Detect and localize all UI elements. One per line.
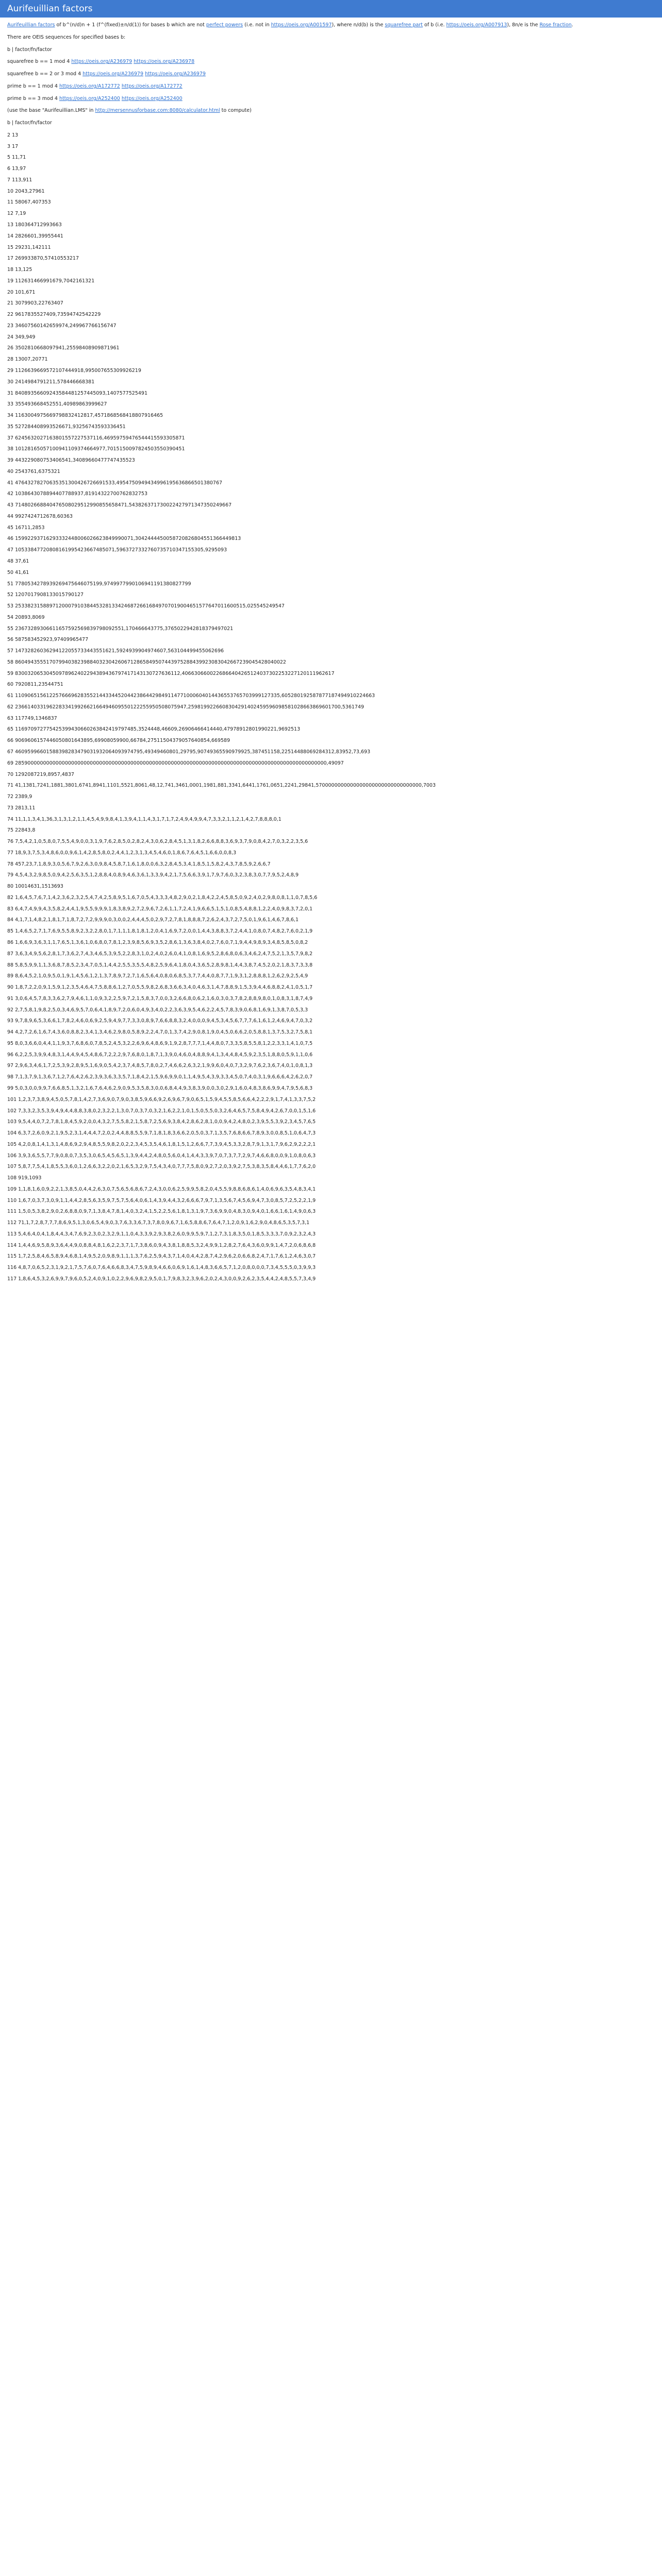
factor-line: 103 9,5,4,4,0,7,2,7,8,1,8,4,5,9,2,0,0,4,3,2,7,5,5,8,2,1,5,8,7,2,5,6,9,3,8,4,2,8,6,2,8,1,0,0,9,4,2,4,8,0,2,3,9,5,5,3,9,2,3,4,5,7,6,5 (7, 1119, 316, 1125)
intro-text: ), 8n/e is the (507, 22, 540, 28)
rose-fraction-link[interactable]: Rose fraction (539, 22, 572, 28)
oeis-link[interactable]: https://oeis.org/A236979 (145, 71, 206, 77)
factor-line: 59 83003206530450978962402294389436797417143130727636112,4066306600226866404265124037302253227120111962617 (7, 670, 335, 676)
factor-line: 72 2389,9 (7, 794, 32, 800)
factor-line: 99 5,0,3,0,0,9,9,7,6,6,8,5,1,3,2,1,6,7,6,4,6,2,9,0,9,5,3,5,8,3,0,0,6,8,4,4,9,3,8,3,9,0,0,3,0,2,9,1,6,0,4,8,3,8,6,9,9,4,7,9,5,6,8,3 (7, 1085, 313, 1091)
factor-line: 82 1,6,4,5,7,6,7,1,4,2,3,6,2,3,2,5,4,7,4,2,5,8,9,5,1,6,7,0,5,4,3,3,3,4,8,2,9,0,2,1,8,4,2,2,4,5,8,5,0,9,2,4,0,2,9,8,0,8,1,1,0,7,8,5,6 (7, 894, 318, 901)
calculator-link[interactable]: http://mersennusforbase.com:8080/calculator.html (95, 108, 220, 114)
factor-line: 41 47643278270635351300426726691533,4954750949434996195636866501380767 (7, 480, 223, 486)
factor-line: 52 1207017908133015790127 (7, 592, 84, 598)
factor-line: 42 1038643078894407788937,81914322700762832753 (7, 491, 147, 497)
factor-line: 107 5,8,7,7,5,4,1,8,5,5,3,6,0,1,2,6,6,3,2,2,0,2,1,6,5,3,2,9,7,5,4,3,4,0,7,7,7,5,8,0,9,2,7,2,0,3,9,2,7,5,3,8,3,5,8,4,4,6,1,7,7,6,2,0 (7, 1164, 316, 1170)
factor-line: 58 860494355517079940382398840323042606712865849507443975288439923083042667239045428040022 (7, 659, 286, 665)
factor-line: 31 84089356609243584481257445093,1407577525491 (7, 390, 147, 396)
factor-line: 61 1109065156122576669628355214433445204423864429849114771000604014436553765703999127335,605280192587877187494910224663 (7, 693, 375, 699)
factor-line: 53 25338231588971200079103844532813342468726616849707019004651577647011600515,025545249547 (7, 603, 285, 609)
table-heading: b | factor/fn/factor (7, 120, 52, 126)
factor-line: 19 112631466991679,7042161321 (7, 278, 95, 284)
factor-line: 91 3,0,6,4,5,7,8,3,3,6,2,7,9,4,6,1,1,0,9,3,2,2,5,9,7,2,1,5,8,3,7,0,0,3,2,6,6,8,0,6,2,1,6,0,3,0,3,7,8,2,8,8,9,8,0,1,0,8,3,1,8,7,4,9 (7, 995, 313, 1002)
factor-line: 34 1163004975669798832412817,4571868568418807916465 (7, 413, 163, 419)
intro-section (7, 22, 655, 127)
oeis-link[interactable]: https://oeis.org/A172772 (121, 83, 183, 89)
factor-line: 38 10128165057100941109374664977,7015150097824503550390451 (7, 446, 185, 452)
factor-line: 12 7,19 (7, 211, 26, 217)
factor-line: 50 41,61 (7, 569, 29, 575)
factor-line: 75 22843,8 (7, 827, 36, 834)
factor-line: 89 8,6,4,5,2,1,0,9,5,0,1,9,1,4,5,6,1,2,1,3,7,8,9,7,2,7,1,6,5,6,4,0,8,0,6,8,5,3,7,7,4,4,0,8,7,7,1,9,3,1,2,8,8,8,1,2,6,2,9,2,5,4,9 (7, 973, 308, 979)
factor-line: 47 10533847720808161995423667485071,5963727332760735710347155305,9295093 (7, 547, 227, 553)
intro-text: . (571, 22, 573, 28)
factor-line: 28 13007,20771 (7, 357, 48, 363)
perfect-powers-link[interactable]: perfect powers (206, 22, 243, 28)
factor-line: 112 71,1,7,2,8,7,7,7,8,6,9,5,1,3,0,6,5,4,9,0,3,7,6,3,3,6,7,3,7,8,0,9,6,7,1,6,5,8,8,6,7,6,4,7,1,2,0,9,1,6,2,9,0,4,8,6,5,3,5,7,3,1 (7, 1220, 310, 1226)
reference-line: squarefree b == 2 or 3 mod 4 https://oeis.org/A236979 https://oeis.org/A236979 (7, 71, 206, 77)
factor-line: 30 2414984791211,578446668381 (7, 379, 95, 385)
page-title: Aurifeuillian factors (7, 4, 93, 14)
factor-line: 90 1,8,7,2,2,0,9,1,5,9,1,2,3,5,4,6,4,7,5,8,8,6,1,2,7,0,5,5,9,8,2,6,8,3,6,6,3,4,0,4,6,3,1,4,7,8,8,9,1,5,3,9,4,4,6,8,8,2,4,1,0,5,1,7 (7, 985, 313, 991)
header-bar (0, 0, 662, 18)
factor-line: 7 113,911 (7, 177, 32, 183)
factor-line: 44 9927424712678,60363 (7, 513, 73, 519)
factor-line: 84 4,1,7,1,4,8,2,1,8,1,7,1,8,7,2,7,2,9,9,9,0,3,0,0,2,4,4,4,5,0,2,9,7,2,7,8,1,8,8,8,7,2,6,2,4,3,7,2,7,5,0,1,9,6,1,4,6,7,8,6,1 (7, 917, 299, 923)
factor-line: 21 3079903,22763407 (7, 300, 63, 307)
factor-line: 101 1,2,3,7,3,8,9,4,5,0,5,7,8,1,4,2,7,3,6,9,0,7,9,0,3,8,5,9,6,6,9,2,6,9,6,7,9,0,6,5,1,5,9,4,5,5,8,5,6,6,4,2,2,2,9,1,7,4,1,3,3,7,5,2 (7, 1096, 316, 1103)
factor-line: 15 29231,142111 (7, 244, 51, 250)
factor-line: 80 10014631,1513693 (7, 884, 63, 890)
aurifeuillian-link[interactable]: Aurifeuillian factors (7, 22, 55, 28)
factor-line: 96 6,2,2,5,3,9,9,4,8,3,1,4,4,9,4,5,4,8,6,7,2,2,2,9,7,6,8,0,1,8,7,1,3,9,0,4,6,0,4,8,8,9,4,1,3,4,4,8,4,5,9,2,3,5,1,8,8,0,5,9,1,1,0,6 (7, 1052, 313, 1058)
table-heading: b | factor/fn/factor (7, 46, 52, 53)
factor-line: 40 2543761,6375321 (7, 468, 60, 474)
squarefree-part-link[interactable]: squarefree part (385, 22, 423, 28)
intro-text: of b (i.e. (423, 22, 446, 28)
factor-line: 57 14732826036294122055733443551621,5924939904974607,563104499455062696 (7, 648, 224, 654)
factor-line: 60 7920811,23544751 (7, 682, 63, 688)
factor-line: 88 5,8,5,9,9,1,1,3,6,8,7,8,5,2,3,4,7,0,5,1,4,4,2,5,5,3,5,5,4,8,2,5,9,6,4,1,8,0,4,3,6,5,2,8,9,8,1,4,4,3,8,7,4,5,2,0,2,1,8,3,7,3,3,8 (7, 962, 313, 968)
intro-sequences-text: There are OEIS sequences for specified bases b: (7, 34, 126, 40)
factor-line: 23 34607560142659974,249967766156747 (7, 323, 117, 329)
factor-line: 29 1126639669572107444918,995007655309926219 (7, 367, 141, 374)
oeis-link[interactable]: https://oeis.org/A252400 (121, 95, 183, 101)
factor-line: 63 117749,1346837 (7, 715, 57, 721)
factor-line: 35 527284408993526671,93256743593336451 (7, 423, 126, 430)
factor-line: 111 1,5,0,5,3,8,2,9,0,2,6,8,8,0,9,7,1,3,8,4,7,8,1,4,0,3,2,4,1,5,2,2,5,6,1,8,1,3,1,9,7,3,6,9,9,0,4,8,3,0,9,4,0,1,6,6,1,6,1,4,9,0,6,3 (7, 1209, 316, 1215)
factor-line: 76 7,5,4,2,1,0,5,8,0,7,5,5,4,9,0,0,3,1,9,7,6,2,8,5,0,2,8,2,4,3,0,6,2,8,4,5,1,3,1,8,2,6,6,8,8,3,6,9,3,7,9,0,8,4,2,7,0,3,2,2,3,5,6 (7, 839, 308, 845)
factor-line: 97 2,9,6,3,4,6,1,7,2,5,3,9,2,8,9,5,1,6,9,0,5,4,2,3,7,4,8,5,7,8,0,2,7,4,6,6,2,6,3,2,1,9,9,6,0,4,0,7,3,2,9,7,6,2,3,6,7,4,0,1,0,8,1,3 (7, 1063, 313, 1069)
factor-line: 69 2859000000000000000000000000000000000000000000000000000000000000000000000000000000000000000000000000,49097 (7, 760, 344, 766)
factor-line: 102 7,3,3,2,3,5,3,9,4,9,4,4,8,8,3,8,0,2,3,2,2,1,3,0,7,0,3,7,0,3,2,1,6,2,2,1,0,1,5,0,5,5,0,3,2,6,4,6,5,7,5,8,4,9,4,2,6,7,0,0,1,5,1,6 (7, 1108, 316, 1114)
reference-line: prime b == 3 mod 4 https://oeis.org/A252400 https://oeis.org/A252400 (7, 95, 183, 101)
factor-line: 98 7,1,3,7,9,1,3,6,7,1,2,7,6,4,2,6,2,3,9,3,6,3,3,5,7,1,8,4,2,1,5,9,6,9,9,0,1,1,4,9,5,4,3,9,3,3,4,5,0,7,4,0,3,1,9,6,6,6,4,2,6,2,0,7 (7, 1074, 313, 1080)
factor-line: 105 4,2,0,8,1,4,1,3,1,4,8,6,9,2,9,4,8,5,5,9,8,2,0,2,2,3,4,5,3,5,4,6,1,8,1,5,1,2,6,6,7,7,3,9,4,5,3,3,2,8,7,9,1,3,1,7,9,6,2,9,2,2,2,1 (7, 1141, 316, 1147)
factor-line: 22 9617835527409,73594742542229 (7, 312, 101, 318)
factor-line: 85 1,4,6,5,2,7,1,7,6,9,5,5,8,9,2,3,2,2,8,0,1,7,1,1,1,8,1,8,1,2,0,4,1,6,9,7,2,0,0,1,4,4,3,8,8,3,7,2,4,4,1,0,8,0,7,4,8,2,7,6,0,2,1,9 (7, 928, 313, 935)
oeis-link[interactable]: https://oeis.org/A001597 (271, 22, 332, 28)
factor-line: 83 6,4,7,4,9,9,4,3,5,8,2,4,4,1,9,5,5,9,9,9,1,8,3,8,9,2,7,2,9,6,7,2,6,1,1,7,2,4,1,9,6,6,5,1,5,1,0,8,5,4,8,8,1,2,2,4,0,9,8,3,7,2,0,1 (7, 906, 313, 912)
factor-line: 2 13 (7, 132, 19, 138)
factor-line: 56 587583452923,97409965477 (7, 637, 89, 643)
oeis-link[interactable]: https://oeis.org/A007913 (446, 22, 507, 28)
factor-line: 11 58067,407353 (7, 199, 51, 206)
factor-line: 3 17 (7, 143, 19, 149)
factor-line: 54 20893,8069 (7, 614, 45, 620)
factor-line: 74 11,1,1,3,4,1,36,3,1,3,1,2,1,1,4,5,4,9,9,8,4,1,3,9,4,1,1,4,3,1,7,1,7,2,4,9,4,9,9,4,7,3,3,2,1,1,2,1,4,2,7,8,8,8,0,1 (7, 816, 282, 822)
factor-line: 55 23673289306611657592569839798092551,170466643775,3765022942818379497021 (7, 625, 234, 632)
factor-line: 73 2813,11 (7, 805, 36, 811)
factor-line: 77 18,9,3,7,5,3,4,8,6,0,0,9,6,1,4,2,8,5,8,0,2,4,4,1,2,3,1,3,4,5,4,6,0,1,8,6,7,6,4,5,1,6,6,0,0,8,3 (7, 850, 237, 856)
factor-line: 39 443229080753406541,34089660477747435523 (7, 457, 135, 464)
factor-line: 94 4,2,7,2,6,1,6,7,4,3,6,0,8,8,2,3,4,1,3,4,6,2,9,8,0,5,8,9,2,2,4,7,0,1,3,7,4,2,9,0,8,1,9,0,4,5,0,6,6,2,0,5,8,8,1,3,7,5,3,2,7,5,8,1 (7, 1029, 313, 1036)
factor-line: 48 37,61 (7, 558, 29, 564)
factor-line: 45 16711,2853 (7, 524, 45, 531)
factor-line: 17 269933870,57410553217 (7, 256, 79, 262)
factor-line: 117 1,8,6,4,5,3,2,6,9,9,7,9,6,0,5,2,4,0,9,1,0,2,2,9,6,9,8,2,9,5,0,1,7,9,8,3,2,3,9,6,2,0,2,4,3,0,0,9,2,6,2,3,5,4,4,2,4,8,5,5,7,3,4,9 (7, 1276, 316, 1282)
oeis-link[interactable]: https://oeis.org/A252400 (59, 95, 120, 101)
factor-line: 20 101,671 (7, 289, 36, 295)
factor-line: 66 9069606157446050801643895,69908059900,66784,27511504379057640854,669589 (7, 738, 230, 744)
intro-text: of b^(n/d)n + 1 (f^(fixed)±n/d(1)) for bases b which are not (55, 22, 206, 28)
oeis-link[interactable]: https://oeis.org/A172772 (59, 83, 120, 89)
factor-line: 110 1,6,7,0,3,7,3,0,9,1,1,4,4,2,8,5,6,3,5,9,7,5,7,5,6,4,0,6,1,4,3,9,4,4,3,2,6,6,6,7,9,7,1,3,5,6,7,4,5,6,9,4,7,3,0,8,5,7,2,5,2,2,1,9 (7, 1197, 316, 1204)
factor-line: 71 41,1381,7241,1881,3801,6741,8941,1101,5521,8061,48,12,741,3461,0001,1981,881,3341,6441,1761,0651,2241,29841,5700000000000000000000000000000000,7003 (7, 783, 436, 789)
factor-line: 13 180364712993663 (7, 222, 62, 228)
factor-line: 46 15992293716293332448006026623849990071,3042444450058720826804551366449813 (7, 536, 241, 542)
factor-line: 18 13,125 (7, 267, 32, 273)
factor-line: 104 6,3,7,2,6,0,9,2,1,9,5,2,3,1,4,4,4,7,2,0,2,4,4,8,8,5,5,9,7,1,8,1,8,3,6,6,2,0,5,0,3,7,1,3,5,7,6,8,6,6,7,8,9,3,0,0,8,5,1,0,6,4,7,3 (7, 1130, 316, 1137)
factor-line: 24 349,949 (7, 334, 36, 340)
intro-text: ), where n/d(b) is the (332, 22, 385, 28)
factor-line: 113 5,4,6,4,0,4,1,8,4,4,3,4,7,6,9,2,3,0,2,3,2,9,1,1,0,4,3,3,9,2,9,3,8,2,6,0,9,9,5,9,7,1,2,7,3,1,8,3,5,0,1,8,5,3,3,3,7,0,9,2,3,2,4,3 (7, 1231, 316, 1237)
factor-line: 14 2826601,39955441 (7, 233, 63, 239)
factor-line: 86 1,6,6,9,3,6,3,1,1,7,6,5,1,3,6,1,0,6,8,0,7,8,1,2,3,9,8,5,6,9,3,5,2,8,6,1,3,6,3,8,4,0,2,7,6,0,7,1,9,4,4,9,8,9,3,4,8,5,8,5,0,8,2 (7, 940, 308, 946)
factor-line: 43 714802668840476508029512990855658471,543826371730022427971347350249667 (7, 502, 232, 509)
factor-line: 106 3,9,3,6,5,5,7,7,9,0,8,0,7,3,5,3,0,6,5,4,5,6,5,1,3,9,4,4,2,4,8,0,5,6,0,4,1,4,4,3,3,9,7,0,7,3,7,7,2,9,7,4,6,6,8,0,0,9,1,0,8,0,6,3 (7, 1153, 316, 1159)
factor-line: 26 3502810668097941,25598408909871961 (7, 345, 120, 351)
factor-line: 62 2366140331962283341992662166494609550122255950508075947,2598199226608304291402459596098581028663869601700,5361749 (7, 704, 365, 710)
intro-text: (i.e. not in (243, 22, 271, 28)
factor-line: 115 1,7,2,5,8,4,6,5,8,9,4,6,8,1,4,9,5,2,0,9,8,9,1,1,1,3,7,6,2,5,9,4,3,7,1,4,0,4,4,2,8,7,4,2,9,6,2,0,6,6,8,2,4,7,1,7,6,1,2,4,6,3,0,7 (7, 1253, 316, 1260)
oeis-link[interactable]: https://oeis.org/A236979 (82, 71, 144, 77)
content-area (0, 18, 662, 1283)
calculator-note: (use the base "Aurifeuillian.LMS" in http://mersennusforbase.com:8080/calculator.html to compute) (7, 108, 252, 114)
factor-line: 95 8,0,3,6,6,0,4,4,1,1,9,3,7,6,8,6,0,7,8,5,2,4,5,3,2,2,6,9,6,4,8,6,9,1,9,2,8,7,7,7,1,4,4,8,0,7,3,3,5,8,5,5,8,1,2,2,3,3,1,4,1,0,7,5 (7, 1040, 313, 1046)
factor-line: 79 4,5,4,3,2,9,8,5,0,9,4,2,5,6,3,5,1,2,8,8,4,0,8,9,4,6,3,6,1,3,3,9,4,2,1,7,5,6,6,3,9,1,7,9,7,6,0,3,2,3,8,3,0,7,7,9,5,2,4,8,9 (7, 872, 299, 878)
factor-line: 78 457,23,7,1,8,9,3,0,5,6,7,9,2,6,3,0,9,8,4,5,8,7,1,6,1,8,0,0,6,3,2,8,4,5,3,4,1,8,5,1,5,8,2,4,3,7,8,5,9,2,6,6,7 (7, 861, 271, 867)
factor-line: 87 3,6,3,4,9,5,6,2,8,1,7,3,6,2,7,4,3,4,6,5,3,9,5,2,2,8,3,1,0,2,4,0,2,6,0,4,1,0,8,1,6,9,5,2,8,6,8,0,6,3,4,6,2,4,7,5,2,1,3,5,7,9,8,2 (7, 951, 313, 957)
reference-line: prime b == 1 mod 4 https://oeis.org/A172772 https://oeis.org/A172772 (7, 83, 183, 89)
factor-line: 114 1,4,4,6,9,5,8,9,3,6,4,4,9,0,8,8,4,8,1,6,2,2,3,7,1,7,3,8,6,0,9,4,3,8,1,8,8,5,3,2,4,9,9,1,2,8,2,7,6,4,3,6,0,9,9,1,4,7,2,0,6,8,6,8 (7, 1242, 316, 1248)
factor-line: 70 1292087219,8957,4837 (7, 771, 74, 777)
factor-line: 116 4,8,7,0,6,5,2,3,1,9,2,1,7,5,7,6,0,7,6,4,6,6,8,3,4,7,5,9,8,9,4,6,6,0,6,9,1,6,1,4,8,3,6,6,5,7,1,2,0,8,0,0,0,7,3,4,5,5,5,0,3,9,9,3 (7, 1265, 316, 1271)
factor-line: 33 355493668452551,40989863999627 (7, 401, 107, 408)
factor-line: 37 6245632027163801557227537116,46959759476544415593305871 (7, 435, 185, 441)
reference-line: squarefree b == 1 mod 4 https://oeis.org/A236979 https://oeis.org/A236978 (7, 59, 195, 65)
factor-line: 93 9,7,8,9,6,5,3,6,6,1,7,8,2,4,6,0,6,9,2,5,9,4,9,7,7,3,3,0,8,9,7,6,6,8,8,3,2,4,0,0,0,9,4,5,3,4,5,6,7,7,7,6,1,6,1,2,4,6,9,4,7,0,3,2 (7, 1018, 313, 1024)
factor-line: 51 7780534278939269475646075199,9749977990106941191380827799 (7, 581, 191, 587)
factor-line: 5 11,71 (7, 155, 26, 161)
factor-line: 6 13,97 (7, 166, 26, 172)
oeis-link[interactable]: https://oeis.org/A236979 (71, 59, 133, 65)
factor-line: 67 46095996601588398283479031932064093974795,49349460801,29795,90749365590979925,387451158,22514488069284312,83952,73,693 (7, 749, 371, 755)
factor-line: 108 919,1093 (7, 1175, 42, 1181)
factor-line: 109 1,1,8,1,6,0,9,2,2,1,3,8,5,0,4,4,2,6,3,0,7,5,6,5,6,8,6,7,2,4,3,0,0,6,2,5,9,9,5,8,2,0,4,5,5,9,8,8,6,8,6,1,4,0,6,9,6,3,5,4,8,3,4,1 (7, 1186, 316, 1192)
intro-paragraph (7, 22, 655, 29)
oeis-link[interactable]: https://oeis.org/A236978 (134, 59, 195, 65)
factor-line: 92 2,7,5,8,1,9,8,2,5,0,3,4,6,9,5,7,0,6,4,1,8,9,7,2,0,6,0,4,9,3,4,0,2,2,3,6,3,9,5,4,6,2,2,4,5,7,8,3,9,0,6,8,1,6,9,1,3,8,7,0,5,3,3 (7, 1007, 308, 1013)
factor-line: 10 2043,27961 (7, 188, 45, 194)
factor-line: 65 116970972775425399430660263842419797485,3524448,46609,26906466414440,47978912801990221,9692513 (7, 726, 301, 733)
factor-list (7, 132, 655, 1283)
